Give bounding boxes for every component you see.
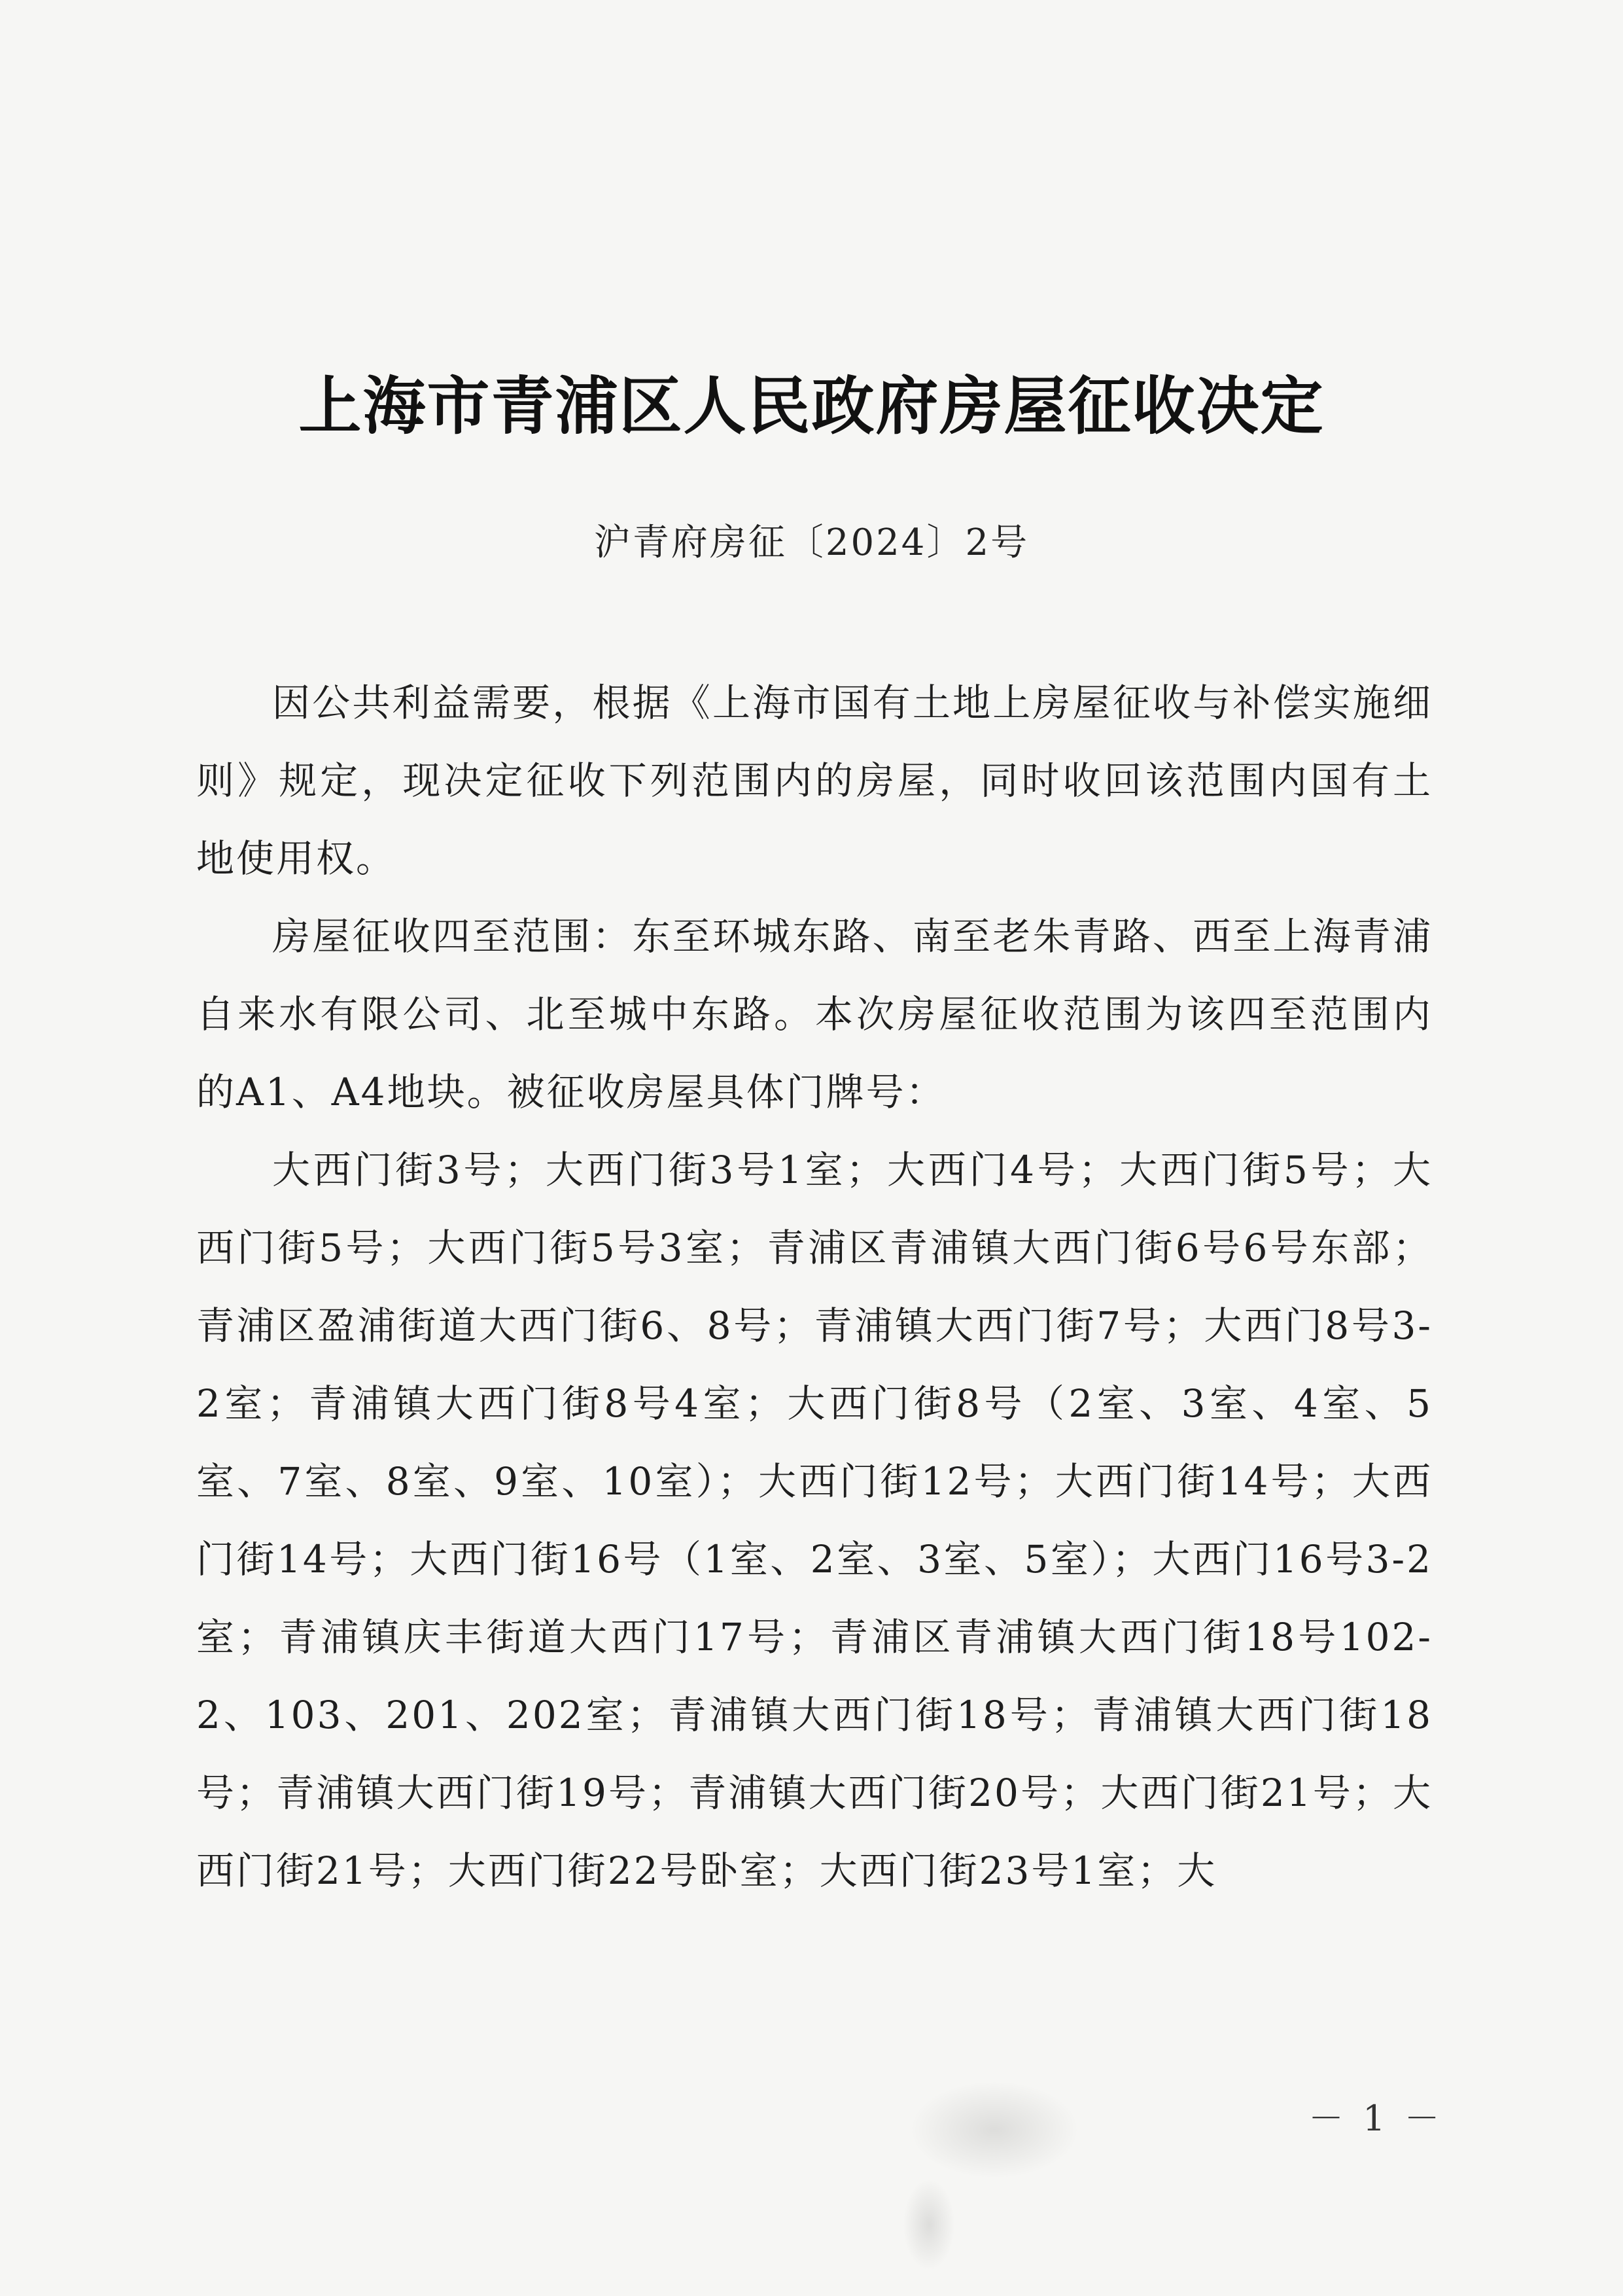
scan-smudge [903, 2179, 955, 2270]
document-title: 上海市青浦区人民政府房屋征收决定 [298, 369, 1325, 443]
scan-smudge [909, 2081, 1079, 2179]
paragraph-scope: 房屋征收四至范围：东至环城东路、南至老朱青路、西至上海青浦自来水有限公司、北至城中东路。本次房屋征收范围为该四至范围内的A1、A4地块。被征收房屋具体门牌号： [196, 914, 1433, 1114]
paragraph-purpose: 因公共利益需要，根据《上海市国有土地上房屋征收与补偿实施细则》规定，现决定征收下列范围内的房屋，同时收回该范围内国有土地使用权。 [196, 680, 1433, 881]
paragraph-addresses: 大西门街3号；大西门街3号1室；大西门4号；大西门街5号；大西门街5号；大西门街5号3室；青浦区青浦镇大西门街6号6号东部；青浦区盈浦街道大西门街6、8号；青浦镇大西门街7号；大西门8号3-2室；青浦镇大西门街8号4室；大西门街8号（2室、3室、4室、5室、7室、8室、9室、10室）；大西门街12号；大西门街14号；大西门街14号；大西门街16号（1室、2室、3室、5室）；大西门16号3-2室；青浦镇庆丰街道大西门17号；青浦区青浦镇大西门街18号102-2、103、201、202室；青浦镇大西门街18号；青浦镇大西门街18号；青浦镇大西门街19号；青浦镇大西门街20号；大西门街21号；大西门街21号；大西门街22号卧室；大西门街23号1室；大 [196, 1148, 1433, 1893]
document-number: 沪青府房征〔2024〕2号 [593, 521, 1030, 564]
page-number: － 1 － [1308, 2098, 1444, 2139]
document-body [196, 664, 1433, 1910]
